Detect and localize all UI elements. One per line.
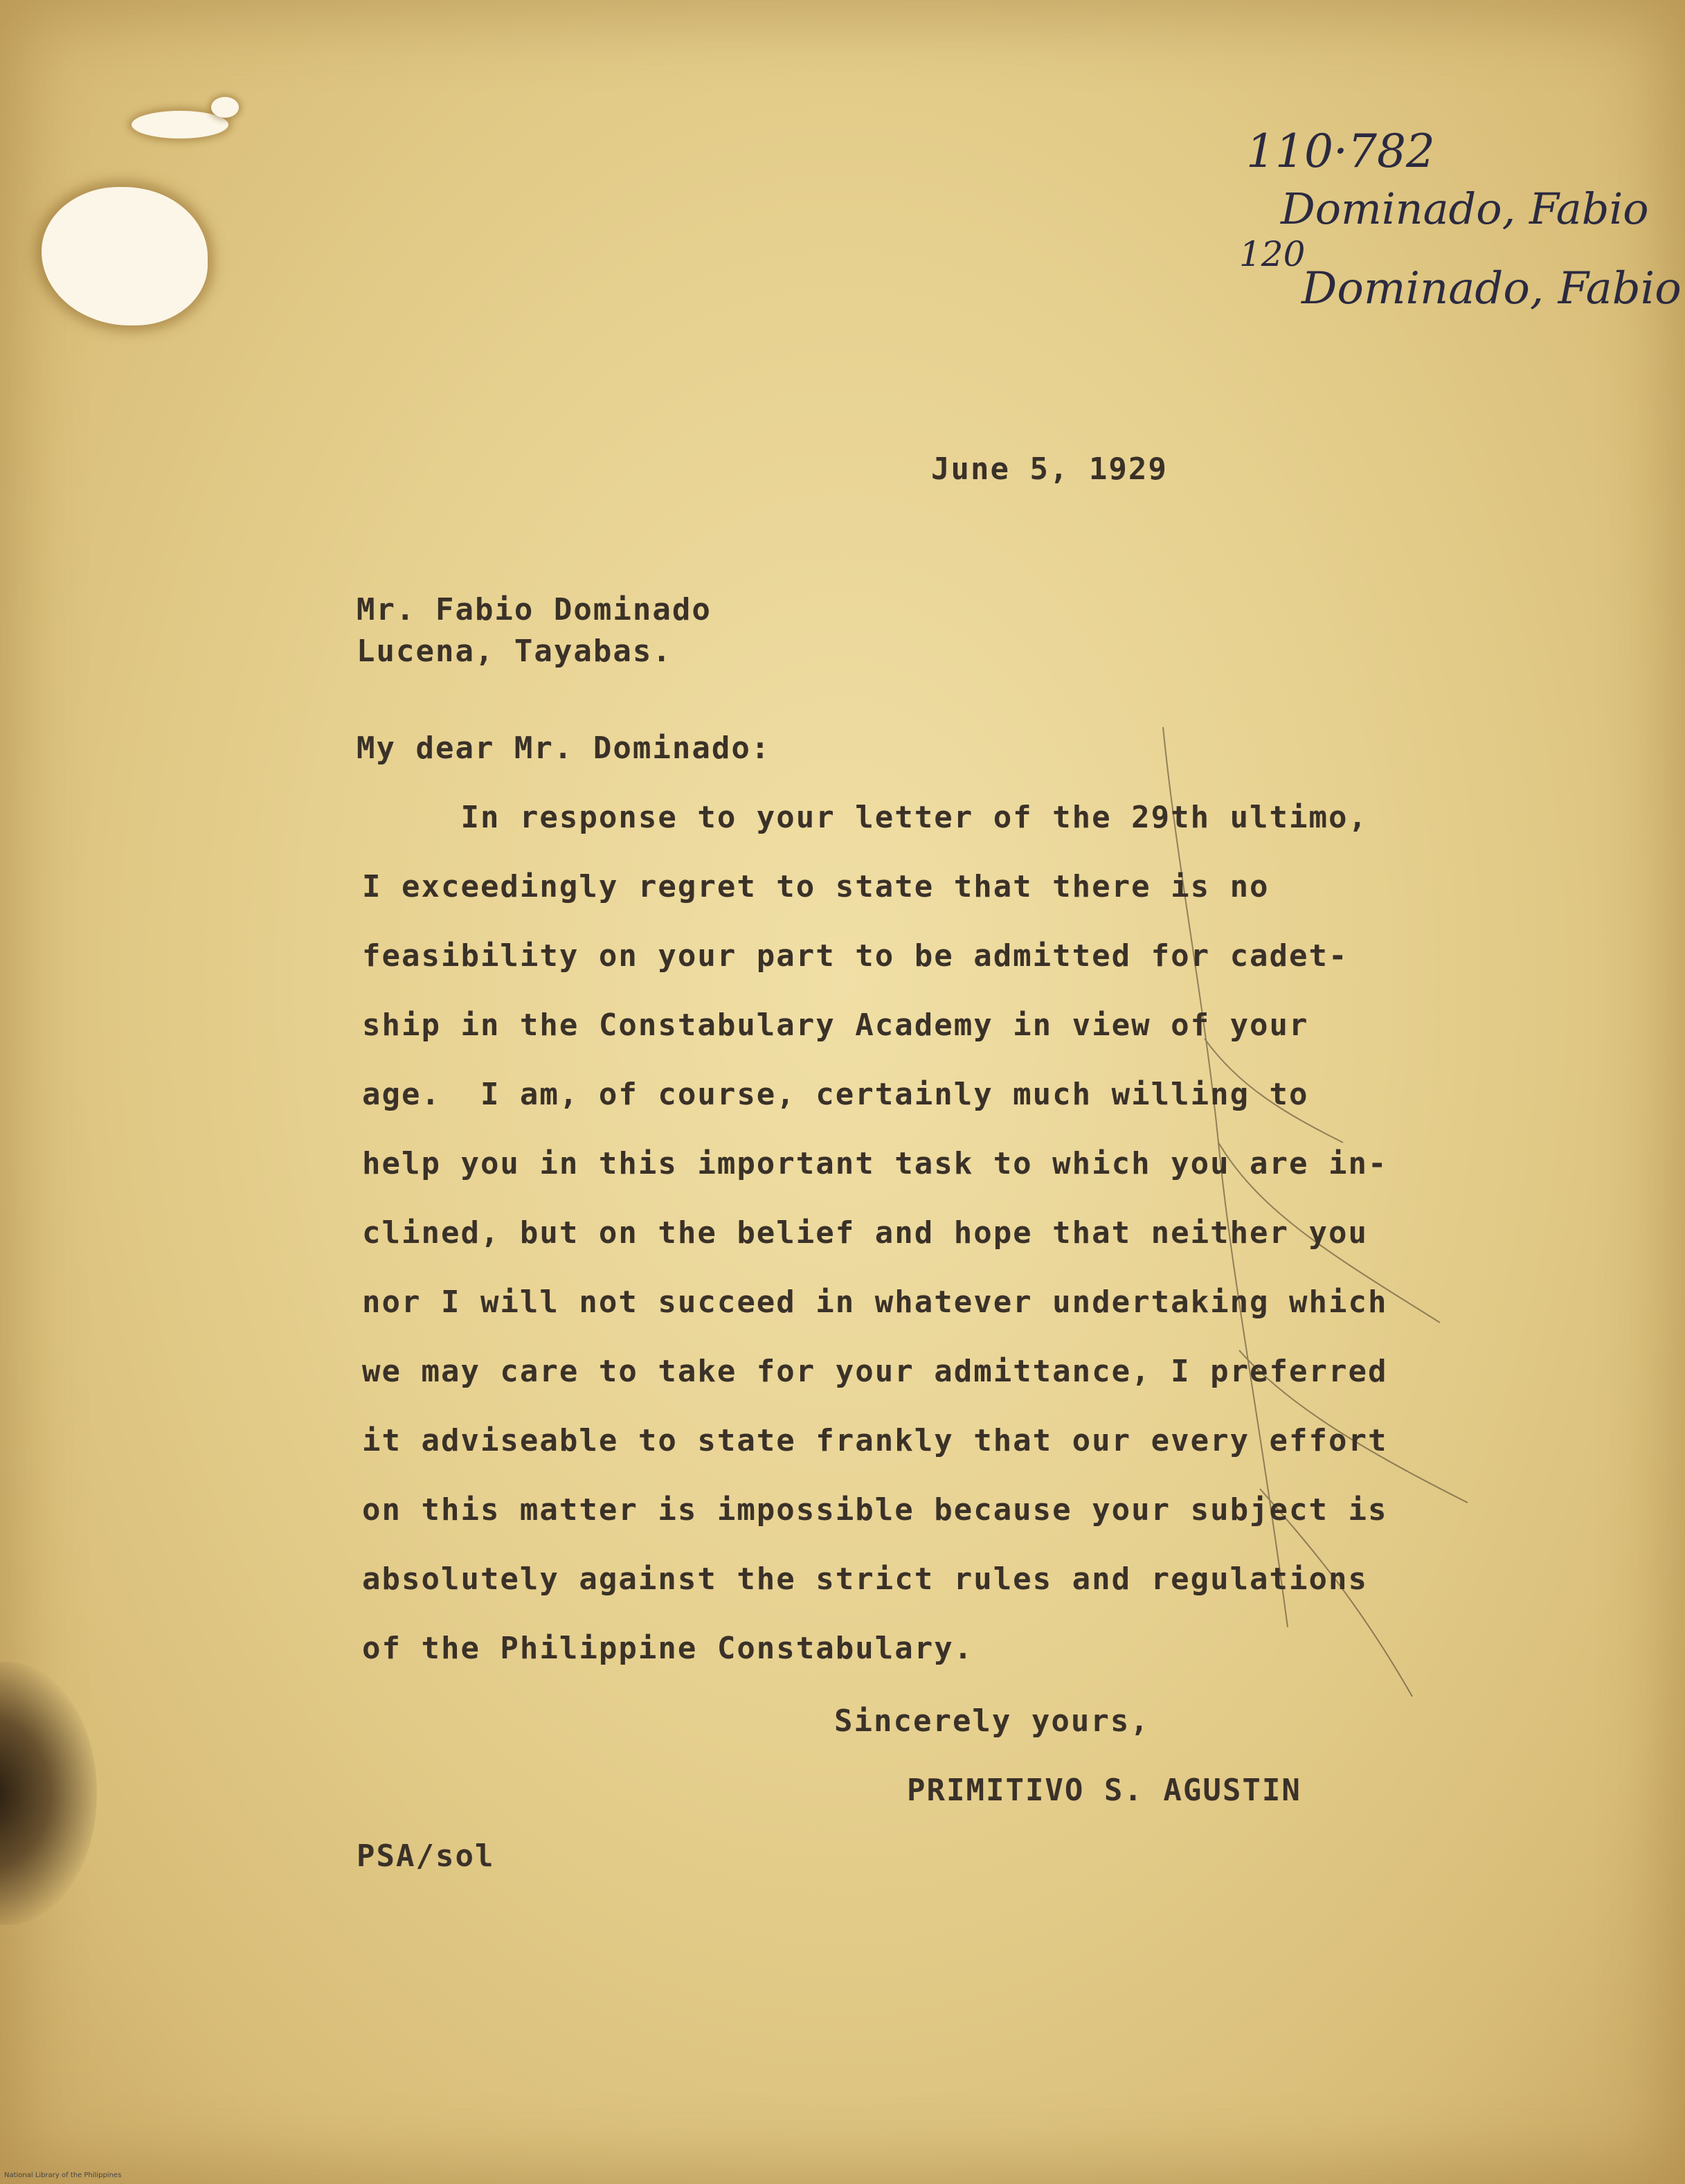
body-line: on this matter is impossible because your subject is: [362, 1492, 1388, 1528]
paper-damage-hole-small: [132, 111, 228, 138]
paper-damage-hole-tiny: [211, 97, 239, 118]
body-line: ship in the Constabulary Academy in view of your: [362, 1008, 1309, 1043]
recipient-name: Mr. Fabio Dominado: [357, 592, 712, 627]
letter-date: June 5, 1929: [931, 451, 1168, 487]
paper-damage-hole: [42, 187, 208, 325]
body-line: I exceedingly regret to state that there is no: [362, 869, 1270, 904]
body-line: absolutely against the strict rules and regulations: [362, 1561, 1369, 1597]
body-line: it adviseable to state frankly that our every effort: [362, 1423, 1388, 1458]
letter-body: [362, 800, 1539, 1700]
handwritten-file-number: 110·782: [1246, 125, 1435, 178]
reference-initials: PSA/sol: [357, 1838, 495, 1874]
body-line: of the Philippine Constabulary.: [362, 1631, 974, 1666]
salutation: My dear Mr. Dominado:: [357, 731, 771, 766]
body-line: help you in this important task to which you are in-: [362, 1146, 1388, 1181]
handwritten-name-2: Dominado, Fabio: [1301, 263, 1682, 314]
signature-name: PRIMITIVO S. AGUSTIN: [907, 1773, 1301, 1808]
body-line: nor I will not succeed in whatever undertaking which: [362, 1285, 1388, 1320]
closing: Sincerely yours,: [834, 1703, 1150, 1739]
body-line: we may care to take for your admittance, I preferred: [362, 1354, 1388, 1389]
handwritten-name-1: Dominado, Fabio: [1281, 184, 1649, 234]
archive-footer: National Library of the Philippines: [4, 2172, 122, 2179]
body-line: age. I am, of course, certainly much willing to: [362, 1077, 1309, 1112]
body-line: In response to your letter of the 29th ultimo,: [362, 800, 1369, 835]
burn-stain: [0, 1662, 97, 1925]
body-line: feasibility on your part to be admitted for cadet-: [362, 938, 1349, 974]
body-line: clined, but on the belief and hope that neither you: [362, 1215, 1369, 1251]
handwritten-number-2: 120: [1239, 234, 1306, 274]
recipient-place: Lucena, Tayabas.: [357, 634, 672, 669]
